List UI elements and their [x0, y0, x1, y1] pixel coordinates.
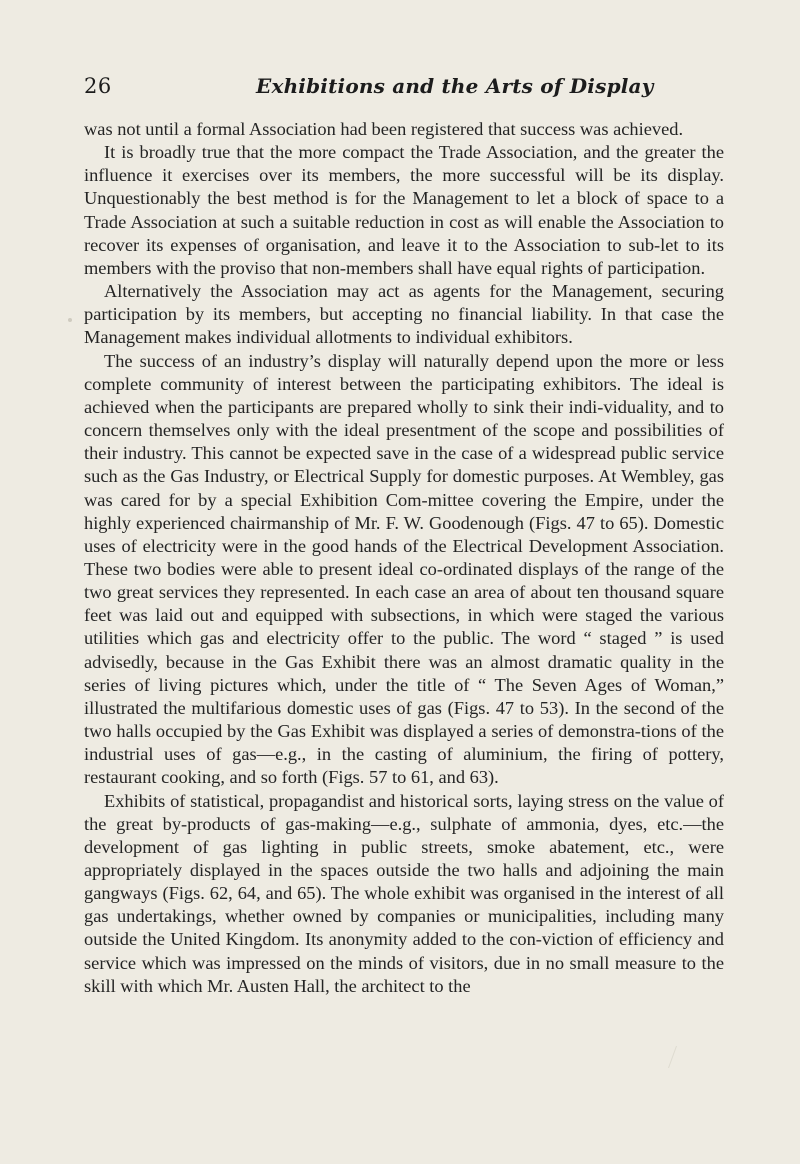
body-text	[84, 118, 724, 998]
page-number: 26	[84, 74, 112, 98]
paragraph-continuation: was not until a formal Association had been registered that success was achieved.	[84, 119, 684, 139]
paragraph-agents: Alternatively the Association may act as agents for the Management, securing participation by its members, but accepting no financial liability. In that case the Management makes individual allotments to individual exhibitors.	[84, 281, 724, 348]
page-header	[84, 74, 724, 104]
paragraph-statistical-exhibits: Exhibits of statistical, propagandist and historical sorts, laying stress on the value of the great by-products of gas-making—e.g., sulphate of ammonia, dyes, etc.—the development of gas lighting in public streets, smoke abatement, etc., were appropriately displayed in the spaces outside the two halls and adjoining the main gangways (Figs. 62, 64, and 65). The whole exhibit was organised in the interest of all gas undertakings, whether owned by companies or municipalities, including many outside the United Kingdom. Its anonymity added to the con-viction of efficiency and service which was impressed on the minds of visitors, due in no small measure to the skill with which Mr. Austen Hall, the architect to the	[84, 790, 724, 996]
running-title: Exhibitions and the Arts of Display	[256, 74, 654, 98]
page-blemish	[668, 1046, 691, 1068]
margin-speck	[68, 318, 72, 322]
paragraph-industry-display: The success of an industry’s display will naturally depend upon the more or less complete community of interest between the participating exhibitors. The ideal is achieved when the participants are prepared wholly to sink their indi-viduality, and to concern themselves only with the ideal presentment of the scope and possibilities of their industry. This cannot be expected save in the case of a widespread public service such as the Gas Industry, or Electrical Supply for domestic purposes. At Wembley, gas was cared for by a special Exhibition Com-mittee covering the Empire, under the highly experienced chairmanship of Mr. F. W. Goodenough (Figs. 47 to 65). Domestic uses of electricity were in the good hands of the Electrical Development Association. These two bodies were able to present ideal co-ordinated displays of the range of the two great services they represented. In each case an area of about ten thousand square feet was laid out and equipped with subsections, in which were staged the various utilities which gas and electricity offer to the public. The word “ staged ” is used advisedly, because in the Gas Exhibit there was an almost dramatic quality in the series of living pictures which, under the title of “ The Seven Ages of Woman,” illustrated the multifarious domestic uses of gas (Figs. 47 to 53). In the second of the two halls occupied by the Gas Exhibit was displayed a series of demonstra-tions of the industrial uses of gas—e.g., in the casting of aluminium, the firing of pottery, restaurant cooking, and so forth (Figs. 57 to 61, and 63).	[84, 350, 724, 788]
paragraph-trade-association: It is broadly true that the more compact the Trade Association, and the greater the influence it exercises over its members, the more successful will be its display. Unquestionably the best method is for the Management to let a block of space to a Trade Association at such a suitable reduction in cost as will enable the Association to recover its expenses of organisation, and leave it to the Association to sub-let to its members with the proviso that non-members shall have equal rights of participation.	[84, 142, 724, 278]
